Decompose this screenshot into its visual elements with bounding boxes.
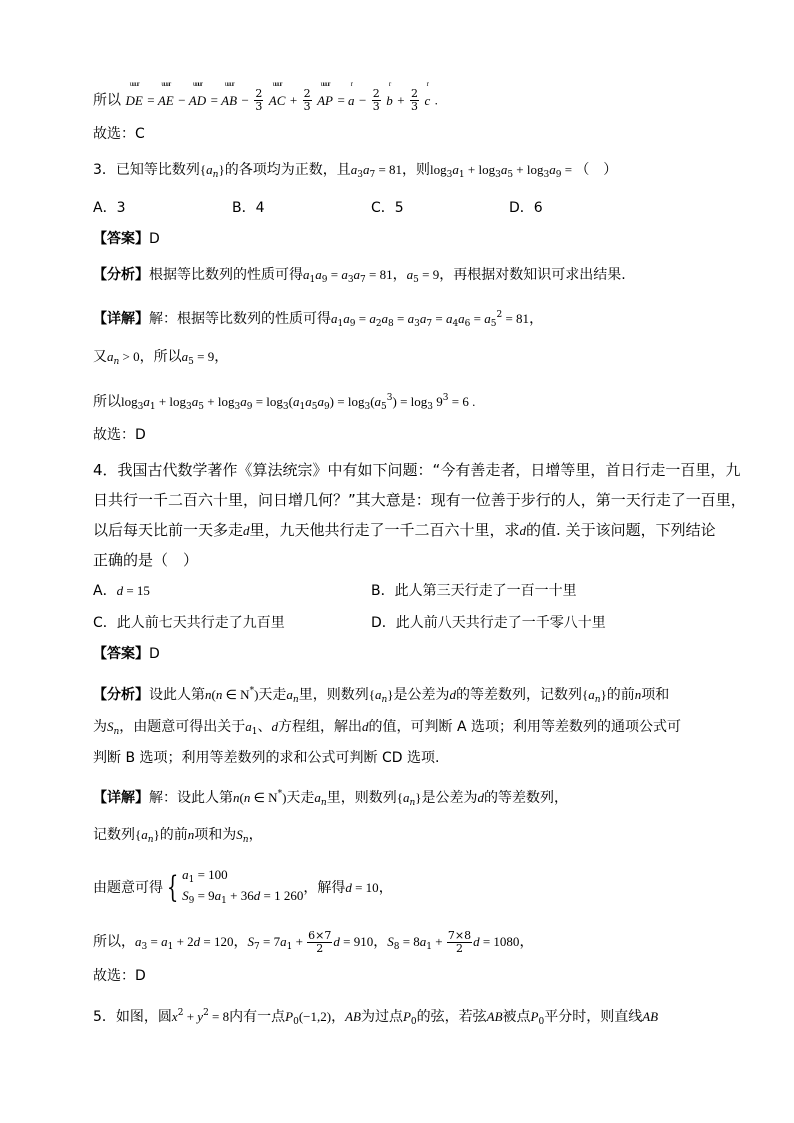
q4-detail-2: 记数列$\{a_n\}$的前n项和为$S_n$， bbox=[93, 827, 263, 845]
q4-detail-3: 由题意可得 { $a_1 = 100$ $S_9 = 9a_1 + 36d = 1$ 260 ，解得d = 10， bbox=[93, 867, 393, 906]
q3-option-a: A．3 bbox=[93, 200, 126, 216]
vector-AB: uuur AB bbox=[221, 79, 238, 108]
q4-answer: 【答案】D bbox=[93, 646, 160, 662]
text-prefix: 所以 bbox=[93, 92, 121, 109]
q4-analysis-1: 【分析】设此人第n(n ∈ N*)天走$a_n$里，则数列$\{a_n\}$是公差为d的等差数列，记数列$\{a_n\}$的前n项和 bbox=[93, 686, 670, 705]
q4-para-1: 4．我国古代数学著作《算法统宗》中有如下问题：“今有善走者，日增等里，首日行走一百里，九 bbox=[93, 461, 741, 479]
vector-AD: uuur AD bbox=[188, 79, 207, 108]
q4-para-2: 日共行一千二百六十里，问日增几何？”其大意是：现有一位善于步行的人，第一天行走了一百里， bbox=[93, 491, 746, 509]
q4-analysis-3: 判断 B 选项；利用等差数列的求和公式可判断 CD 选项. bbox=[93, 750, 440, 766]
q3-detail: 【详解】解：根据等比数列的性质可得$a_1a_9 = a_2a_8 = a_3a_7 = a_4a_6 = a_5^2 = 81$， bbox=[93, 310, 544, 329]
q4-option-a: A．d = 15 bbox=[93, 583, 150, 599]
q4-detail-1: 【详解】解：设此人第n(n ∈ N*)天走$a_n$里，则数列$\{a_n\}$是公差为d的等差数列， bbox=[93, 789, 568, 808]
vector-b: r b bbox=[386, 79, 393, 108]
q3-option-b: B．4 bbox=[232, 200, 265, 216]
q4-para-3: 以后每天比前一天多走d里，九天他共行走了一千二百六十里，求d的值. 关于该问题，下列结论 bbox=[93, 521, 716, 539]
q3-answer: 【答案】D bbox=[93, 231, 160, 247]
q2-answer: 故选：C bbox=[93, 126, 145, 142]
vector-AE: uuur AE bbox=[157, 79, 174, 108]
q4-para-4: 正确的是（ ） bbox=[93, 551, 199, 569]
q4-option-d: D．此人前八天共行走了一千零八十里 bbox=[371, 615, 606, 631]
vector-AP: uuur AP bbox=[317, 79, 333, 108]
q4-choose: 故选：D bbox=[93, 968, 146, 984]
q3-option-c: C．5 bbox=[371, 200, 404, 216]
q3-detail-line2: 又$a_n > 0$，所以$a_5 = 9$， bbox=[93, 349, 229, 367]
q3-detail-line3: 所以$\log_3a_1 + \log_3a_5 + \log_3a_9 = \log_3(a_1a_5a_9) = \log_3(a_5^3) = \log_3 9^3 = 6$ . bbox=[93, 393, 476, 412]
vector-AC: uuur AC bbox=[268, 79, 286, 108]
q3-option-d: D．6 bbox=[509, 200, 543, 216]
q3-stem: 3．已知等比数列$\{a_n\}$的各项均为正数，且$a_3a_7 = 81$，则$\log_3a_1 + \log_3a_5 + \log_3a_9$ = （ ） bbox=[93, 162, 618, 180]
q4-detail-4: 所以，$a_3 = a_1 + 2d = 120$，$S_7 = 7a_1$ + $\frac{6\times 7}{2}$ d = 910，$S_8 = 8a_1$ + $\frac{7\times 8}{2}$ d = 1080， bbox=[93, 928, 534, 955]
q5-stem: 5．如图，圆$x^2 + y^2 = 8$内有一点$P_0(-1,2)$，AB为过点$P_0$的弦，若弦AB被点$P_0$平分时，则直线AB bbox=[93, 1008, 659, 1027]
q3-analysis: 【分析】根据等比数列的性质可得$a_1a_9 = a_3a_7 = 81$，$a_5 = 9$，再根据对数知识可求出结果. bbox=[93, 267, 626, 285]
q4-analysis-2: 为$S_n$，由题意可得出关于$a_1$、d方程组，解出d的值，可判断 A 选项；利用等差数列的通项公式可 bbox=[93, 719, 682, 737]
vector-equation-line: 所以 uuur DE = uuur AE − uuur AD = uuur AB − $\frac{2}{3}$ uuur AC + $\frac{2}{3}$ uuur AP = r a − $\frac{2}{3}$ r b + $\frac{2}{3}$ r c . bbox=[93, 79, 438, 113]
vector-c: r c bbox=[424, 79, 431, 108]
vector-DE: uuur DE bbox=[125, 79, 143, 108]
q3-choose: 故选：D bbox=[93, 427, 146, 443]
vector-a: r a bbox=[348, 79, 355, 108]
q4-option-b: B．此人第三天行走了一百一十里 bbox=[371, 583, 577, 599]
q4-option-c: C．此人前七天共行走了九百里 bbox=[93, 615, 285, 631]
